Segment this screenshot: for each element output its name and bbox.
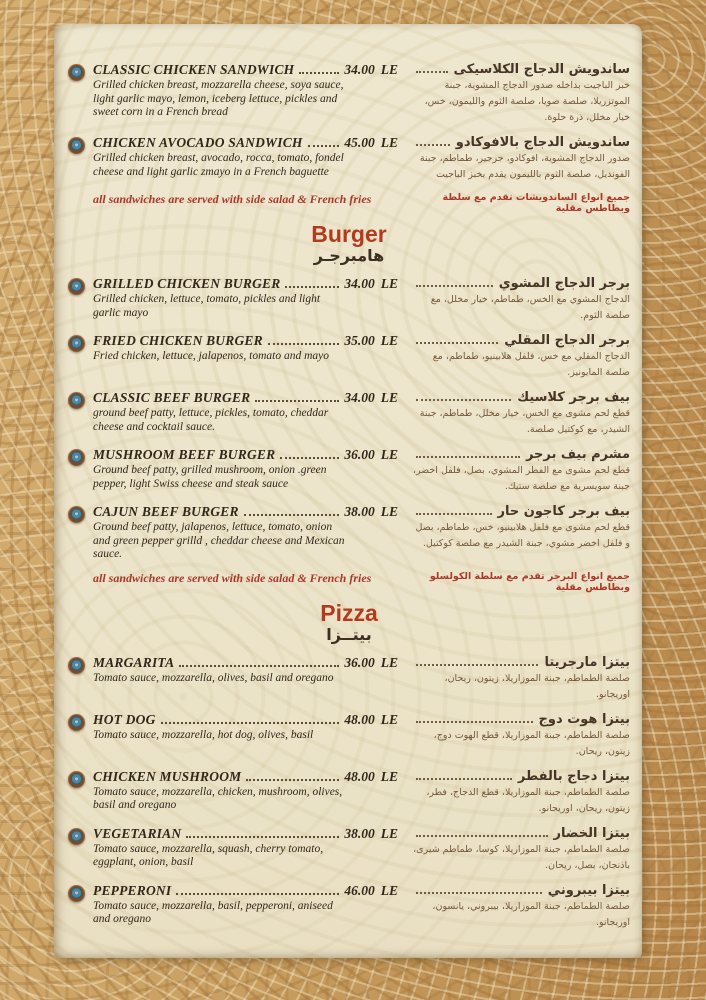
item-name-en: CHICKEN MUSHROOM: [93, 768, 242, 784]
item-desc-ar: الدجاج المشوي مع الخس، طماطم، خيار مخلل، مع صلصة الثوم.: [430, 294, 630, 321]
dotted-leader: [244, 514, 340, 516]
item-name-ar: بيتزا بيبروني: [547, 882, 630, 898]
note-ar: جميع انواع البرجر تقدم مع سلطة الكولسلو وبطاطس مقلية: [429, 570, 630, 593]
section-title-en: Burger: [311, 221, 387, 247]
dotted-leader: [176, 893, 339, 895]
item-name-ar: بيف برجر كاجون حار: [497, 504, 630, 519]
menu-item-grilled-chicken-burger: [68, 276, 630, 324]
item-desc-ar: صدور الدجاج المشوية، افوكادو، جرجير، طماطم، جبنة الفونديل، صلصة الثوم بالليمون يقدم بخبز الباجيت: [419, 153, 630, 180]
item-desc-ar: الدجاج المقلي مع خس، فلفل هلابينيو، طماطم، مع صلصة المايونيز.: [432, 351, 630, 378]
brand-seal-icon: [68, 885, 85, 902]
item-desc-ar: قطع لحم مشوى مع فلفل هلابينيو، خس، طماطم، بصل و فلفل اخضر مشوي، جبنة الشيدر مع صلصة كوكتيل.: [415, 522, 630, 549]
item-price: 34.00 LE: [344, 390, 398, 405]
item-name-en: CLASSIC CHICKEN SANDWICH: [93, 62, 295, 77]
burger-note-row: [68, 571, 630, 593]
item-name-en: PEPPERONI: [93, 882, 172, 898]
item-desc-en: Tomato sauce, mozzarella, hot dog, olives, basil: [93, 728, 314, 741]
menu-item-pepperoni: [68, 883, 630, 931]
item-desc-en: ground beef patty, lettuce, pickles, tomato, cheddar cheese and cocktail sauce.: [93, 407, 329, 433]
menu-item-margarita: [68, 655, 630, 703]
menu-item-chicken-avocado-sandwich: [68, 135, 630, 183]
item-name-en: VEGETARIAN: [93, 825, 182, 841]
item-name-ar: بيتزا الخضار: [553, 825, 630, 841]
dotted-leader: [308, 145, 340, 147]
section-title-ar: بيتــزا: [326, 624, 372, 644]
brand-seal-icon: [68, 137, 85, 154]
item-name-en: CLASSIC BEEF BURGER: [93, 390, 251, 405]
dotted-leader: [246, 779, 339, 781]
menu-item-classic-chicken-sandwich: [68, 62, 630, 126]
note-ar: جميع انواع الساندويشات تقدم مع سلطة وبطاطس مقلية: [442, 192, 630, 214]
dotted-leader: [299, 72, 339, 74]
item-desc-ar: قطع لحم مشوى مع الفطر المشوي، بصل، فلفل اخضر، جبنة سويسرية مع صلصة ستيك.: [412, 465, 630, 492]
item-desc-en: Tomato sauce, mozzarella, chicken, mushroom, olives, basil and oregano: [93, 785, 343, 811]
menu-item-chicken-mushroom: [68, 769, 630, 817]
section-title-ar: هامبرجـر: [313, 246, 385, 265]
dotted-leader: [255, 400, 339, 402]
item-desc-ar: قطع لحم مشوى مع الخس، خيار مخلل، طماطم، جبنة الشيدر، مع كوكتيل صلصة.: [419, 408, 630, 435]
item-desc-ar: صلصة الطماطم، جبنة الموزاريلا، كوسا، طماطم شيرى، باذنجان، بصل، ريحان.: [413, 843, 630, 871]
item-name-en: CHICKEN AVOCADO SANDWICH: [93, 135, 303, 150]
dotted-leader: [161, 722, 340, 724]
item-desc-en: Tomato sauce, mozzarella, basil, pepperoni, aniseed and oregano: [93, 899, 333, 925]
menu-item-mushroom-beef-burger: [68, 447, 630, 495]
item-name-ar: بيتزا مارجريتا: [544, 654, 630, 670]
brand-seal-icon: [68, 771, 85, 788]
item-name-en: FRIED CHICKEN BURGER: [93, 333, 263, 348]
section-title-en: Pizza: [320, 599, 378, 626]
item-price: 38.00 LE: [344, 825, 398, 841]
brand-seal-icon: [68, 657, 85, 674]
brand-seal-icon: [68, 714, 85, 731]
item-name-ar: برجر الدجاج المشوي: [498, 276, 630, 291]
dotted-leader: [416, 71, 448, 73]
dotted-leader: [416, 399, 511, 401]
item-name-en: GRILLED CHICKEN BURGER: [93, 276, 281, 291]
menu-item-vegetarian: [68, 826, 630, 874]
item-price: 34.00 LE: [344, 62, 398, 77]
menu-item-fried-chicken-burger: [68, 333, 630, 381]
item-name-ar: ساندويش الدجاج الكلاسيكى: [453, 62, 630, 77]
dotted-leader: [416, 721, 533, 723]
dotted-leader: [416, 456, 520, 458]
item-price: 34.00 LE: [344, 276, 398, 291]
item-desc-en: Grilled chicken breast, mozzarella cheese, soya sauce, light garlic mayo, lemon, iceberg lettuce, pickles and sweet corn in a French bread: [93, 79, 344, 118]
burger-section-heading: [68, 222, 630, 266]
pizza-section-heading: [68, 601, 630, 645]
item-name-ar: برجر الدجاج المقلي: [504, 333, 630, 348]
item-price: 46.00 LE: [344, 882, 398, 898]
menu-page: [54, 24, 642, 958]
item-desc-ar: صلصة الطماطم، جبنة الموزاريلا، بيبروني، يانسون، اوريجانو.: [432, 900, 630, 928]
item-desc-en: Ground beef patty, grilled mushroom, onion .green pepper, light Swiss cheese and steak sauce: [93, 464, 327, 490]
brand-seal-icon: [68, 278, 85, 295]
dotted-leader: [416, 892, 542, 894]
dotted-leader: [179, 665, 339, 667]
item-desc-ar: صلصة الطماطم، جبنة الموزاريلا، قطع الهوت دوج، زيتون، ريحان.: [433, 729, 630, 757]
item-price: 36.00 LE: [344, 654, 398, 670]
item-price: 45.00 LE: [344, 135, 398, 150]
item-desc-en: Grilled chicken breast, avocado, rocca, tomato, fondel cheese and light garlic zmayo in a French baguette: [93, 152, 344, 178]
menu-item-classic-beef-burger: [68, 390, 630, 438]
brand-seal-icon: [68, 506, 85, 523]
item-name-en: CAJUN BEEF BURGER: [93, 504, 239, 519]
dotted-leader: [416, 778, 512, 780]
menu-item-cajun-beef-burger: [68, 504, 630, 562]
dotted-leader: [416, 285, 493, 287]
item-name-ar: بيتزا دجاج بالفطر: [517, 768, 630, 784]
dotted-leader: [268, 343, 340, 345]
item-name-ar: بيف برجر كلاسيك: [517, 390, 630, 405]
item-desc-ar: صلصة الطماطم، جبنة الموزاريلا، قطع الدجاج، فطر، زيتون، ريحان، اوريجانو.: [426, 786, 630, 814]
item-name-en: HOT DOG: [93, 711, 156, 727]
item-desc-en: Grilled chicken, lettuce, tomato, pickles and light garlic mayo: [93, 293, 321, 319]
dotted-leader: [280, 457, 339, 459]
dotted-leader: [416, 835, 548, 837]
item-desc-en: Ground beef patty, jalapenos, lettuce, tomato, onion and green pepper grilld , cheddar cheese and Mexican sauce.: [93, 521, 345, 560]
item-price: 35.00 LE: [344, 333, 398, 348]
note-en: all sandwiches are served with side salad & French fries: [93, 570, 372, 585]
brand-seal-icon: [68, 64, 85, 81]
item-desc-en: Tomato sauce, mozzarella, olives, basil and oregano: [93, 671, 334, 684]
item-price: 38.00 LE: [344, 504, 398, 519]
dotted-leader: [416, 664, 538, 666]
item-name-en: MUSHROOM BEEF BURGER: [93, 447, 276, 462]
dotted-leader: [186, 836, 339, 838]
brand-seal-icon: [68, 828, 85, 845]
sandwich-note-row: [68, 192, 630, 214]
item-price: 48.00 LE: [344, 711, 398, 727]
dotted-leader: [416, 342, 498, 344]
dotted-leader: [416, 513, 492, 515]
item-name-ar: مشرم بيف برجر: [525, 447, 630, 462]
dotted-leader: [285, 286, 339, 288]
item-name-ar: بيتزا هوت دوج: [538, 711, 630, 727]
brand-seal-icon: [68, 449, 85, 466]
note-en: all sandwiches are served with side salad & French fries: [93, 192, 372, 206]
brand-seal-icon: [68, 392, 85, 409]
item-desc-en: Tomato sauce, mozzarella, squash, cherry tomato, eggplant, onion, basil: [93, 842, 324, 868]
dotted-leader: [416, 144, 450, 146]
item-desc-ar: خبز الباجيت بداخله صدور الدجاج المشوية، جبنة الموتزريلا، صلصة صويا، صلصة الثوم والليمون، خس، خيار مخلل، ذرة حلوة.: [424, 80, 630, 123]
item-name-en: MARGARITA: [93, 654, 175, 670]
menu-item-hot-dog: [68, 712, 630, 760]
item-name-ar: ساندويش الدجاج بالافوكادو: [455, 135, 630, 150]
item-price: 36.00 LE: [344, 447, 398, 462]
item-price: 48.00 LE: [344, 768, 398, 784]
item-desc-en: Fried chicken, lettuce, jalapenos, tomato and mayo: [93, 350, 330, 362]
brand-seal-icon: [68, 335, 85, 352]
item-desc-ar: صلصة الطماطم، جبنة الموزاريلا، زيتون، ريحان، اوريجانو.: [444, 672, 630, 700]
